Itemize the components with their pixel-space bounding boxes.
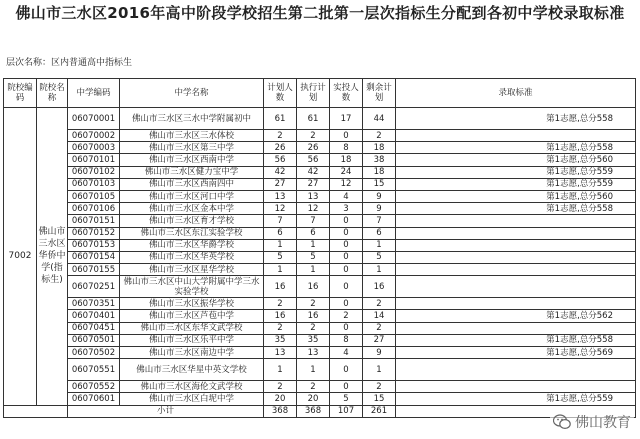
school-name-cell: 佛山市三水区华爵学校 [120, 239, 264, 251]
school-code-cell: 06070001 [68, 108, 120, 130]
table-row [4, 227, 636, 239]
standard-cell: 第1志愿,总分558 [396, 334, 636, 346]
school-code-cell: 06070351 [68, 298, 120, 310]
actual-cell: 4 [330, 347, 363, 359]
header-school-code: 中学编码 [68, 79, 120, 108]
plan-cell: 35 [264, 334, 297, 346]
subtotal-remain: 261 [363, 405, 396, 417]
table-row [4, 190, 636, 202]
header-plan: 计划人数 [264, 79, 297, 108]
remain-cell: 1 [363, 239, 396, 251]
remain-cell: 1 [363, 359, 396, 381]
school-code-cell: 06070105 [68, 190, 120, 202]
exec-plan-cell: 13 [297, 190, 330, 202]
actual-cell: 18 [330, 154, 363, 166]
table-row [4, 393, 636, 405]
table-row [4, 203, 636, 215]
school-name-cell: 佛山市三水区中山大学附属中学三水实验学校 [120, 276, 264, 298]
standard-cell [396, 251, 636, 263]
table-row [4, 310, 636, 322]
plan-cell: 2 [264, 381, 297, 393]
exec-plan-cell: 2 [297, 322, 330, 334]
plan-cell: 1 [264, 239, 297, 251]
college-name-cell: 佛山市三水区华侨中学(指标生) [37, 108, 68, 406]
remain-cell: 9 [363, 203, 396, 215]
standard-cell [396, 239, 636, 251]
actual-cell: 0 [330, 215, 363, 227]
school-name-cell: 佛山市三水区三水体校 [120, 130, 264, 142]
standard-cell [396, 359, 636, 381]
subtotal-spacer [4, 405, 68, 417]
school-name-cell: 佛山市三水区华英学校 [120, 251, 264, 263]
level-label: 层次名称：区内普通高中指标生 [6, 58, 133, 68]
standard-cell: 第1志愿,总分559 [396, 178, 636, 190]
actual-cell: 0 [330, 298, 363, 310]
remain-cell: 9 [363, 347, 396, 359]
school-name-cell: 佛山市三水区金本中学 [120, 203, 264, 215]
exec-plan-cell: 42 [297, 166, 330, 178]
watermark-text: 佛山教育 [575, 415, 631, 431]
plan-cell: 1 [264, 359, 297, 381]
table-row [4, 381, 636, 393]
wechat-icon [553, 414, 571, 430]
actual-cell: 0 [330, 130, 363, 142]
exec-plan-cell: 1 [297, 239, 330, 251]
remain-cell: 7 [363, 215, 396, 227]
school-code-cell: 06070153 [68, 239, 120, 251]
exec-plan-cell: 56 [297, 154, 330, 166]
school-name-cell: 佛山市三水区三水中学附属初中 [120, 108, 264, 130]
exec-plan-cell: 2 [297, 130, 330, 142]
remain-cell: 18 [363, 166, 396, 178]
table-row [4, 347, 636, 359]
school-name-cell: 佛山市三水区海伦文武学校 [120, 381, 264, 393]
exec-plan-cell: 1 [297, 264, 330, 276]
table-row [4, 108, 636, 130]
remain-cell: 2 [363, 322, 396, 334]
school-name-cell: 佛山市三水区芦苞中学 [120, 310, 264, 322]
school-name-cell: 佛山市三水区振华学校 [120, 298, 264, 310]
remain-cell: 1 [363, 264, 396, 276]
school-name-cell: 佛山市三水区健力宝中学 [120, 166, 264, 178]
plan-cell: 2 [264, 298, 297, 310]
school-code-cell: 06070552 [68, 381, 120, 393]
remain-cell: 15 [363, 393, 396, 405]
standard-cell [396, 381, 636, 393]
subtotal-row [4, 405, 636, 417]
exec-plan-cell: 27 [297, 178, 330, 190]
header-college-name: 院校名称 [37, 79, 68, 108]
actual-cell: 12 [330, 178, 363, 190]
plan-cell: 5 [264, 251, 297, 263]
plan-cell: 56 [264, 154, 297, 166]
header-remain: 剩余计划 [363, 79, 396, 108]
standard-cell: 第1志愿,总分569 [396, 347, 636, 359]
exec-plan-cell: 20 [297, 393, 330, 405]
standard-cell: 第1志愿,总分558 [396, 108, 636, 130]
school-code-cell: 06070003 [68, 142, 120, 154]
school-name-cell: 佛山市三水区第三中学 [120, 142, 264, 154]
remain-cell: 15 [363, 178, 396, 190]
subtotal-exec: 368 [297, 405, 330, 417]
table-row [4, 264, 636, 276]
table-row [4, 276, 636, 298]
plan-cell: 1 [264, 264, 297, 276]
plan-cell: 61 [264, 108, 297, 130]
actual-cell: 0 [330, 276, 363, 298]
remain-cell: 2 [363, 130, 396, 142]
school-name-cell: 佛山市三水区西南中学 [120, 154, 264, 166]
page-title: 佛山市三水区2016年高中阶段学校招生第二批第一层次指标生分配到各初中学校录取标准 [15, 4, 625, 22]
header-college-code: 院校编码 [4, 79, 37, 108]
school-code-cell: 06070601 [68, 393, 120, 405]
actual-cell: 0 [330, 264, 363, 276]
plan-cell: 42 [264, 166, 297, 178]
table-row [4, 178, 636, 190]
exec-plan-cell: 2 [297, 381, 330, 393]
table-header-row [4, 79, 636, 108]
school-name-cell: 佛山市三水区育才学校 [120, 215, 264, 227]
school-name-cell: 佛山市三水区东华文武学校 [120, 322, 264, 334]
actual-cell: 0 [330, 239, 363, 251]
school-code-cell: 06070154 [68, 251, 120, 263]
plan-cell: 27 [264, 178, 297, 190]
standard-cell [396, 264, 636, 276]
exec-plan-cell: 61 [297, 108, 330, 130]
exec-plan-cell: 7 [297, 215, 330, 227]
plan-cell: 20 [264, 393, 297, 405]
school-name-cell: 佛山市三水区东江实验学校 [120, 227, 264, 239]
exec-plan-cell: 2 [297, 298, 330, 310]
exec-plan-cell: 35 [297, 334, 330, 346]
actual-cell: 8 [330, 142, 363, 154]
school-code-cell: 06070251 [68, 276, 120, 298]
standard-cell: 第1志愿,总分560 [396, 190, 636, 202]
actual-cell: 2 [330, 310, 363, 322]
admission-table [3, 78, 636, 418]
plan-cell: 7 [264, 215, 297, 227]
school-name-cell: 佛山市三水区白坭中学 [120, 393, 264, 405]
college-code-cell: 7002 [4, 108, 37, 406]
school-code-cell: 06070155 [68, 264, 120, 276]
school-name-cell: 佛山市三水区星华学校 [120, 264, 264, 276]
table-row [4, 334, 636, 346]
table-row [4, 322, 636, 334]
subtotal-plan: 368 [264, 405, 297, 417]
actual-cell: 0 [330, 322, 363, 334]
standard-cell [396, 322, 636, 334]
standard-cell: 第1志愿,总分560 [396, 154, 636, 166]
remain-cell: 27 [363, 334, 396, 346]
header-standard: 录取标准 [396, 79, 636, 108]
exec-plan-cell: 26 [297, 142, 330, 154]
school-code-cell: 06070502 [68, 347, 120, 359]
school-code-cell: 06070152 [68, 227, 120, 239]
remain-cell: 2 [363, 381, 396, 393]
school-code-cell: 06070103 [68, 178, 120, 190]
standard-cell: 第1志愿,总分562 [396, 310, 636, 322]
exec-plan-cell: 12 [297, 203, 330, 215]
remain-cell: 9 [363, 190, 396, 202]
school-name-cell: 佛山市三水区河口中学 [120, 190, 264, 202]
plan-cell: 13 [264, 347, 297, 359]
standard-cell: 第1志愿,总分558 [396, 142, 636, 154]
remain-cell: 16 [363, 276, 396, 298]
school-code-cell: 06070151 [68, 215, 120, 227]
actual-cell: 0 [330, 381, 363, 393]
table-row [4, 298, 636, 310]
plan-cell: 26 [264, 142, 297, 154]
actual-cell: 24 [330, 166, 363, 178]
standard-cell [396, 130, 636, 142]
table-row [4, 154, 636, 166]
plan-cell: 13 [264, 190, 297, 202]
school-code-cell: 06070401 [68, 310, 120, 322]
standard-cell [396, 298, 636, 310]
school-code-cell: 06070102 [68, 166, 120, 178]
table-row [4, 239, 636, 251]
school-code-cell: 06070106 [68, 203, 120, 215]
exec-plan-cell: 5 [297, 251, 330, 263]
school-name-cell: 佛山市三水区南边中学 [120, 347, 264, 359]
standard-cell: 第1志愿,总分559 [396, 166, 636, 178]
plan-cell: 6 [264, 227, 297, 239]
remain-cell: 6 [363, 227, 396, 239]
table-row [4, 359, 636, 381]
table-row [4, 130, 636, 142]
school-code-cell: 06070002 [68, 130, 120, 142]
exec-plan-cell: 16 [297, 310, 330, 322]
remain-cell: 2 [363, 298, 396, 310]
actual-cell: 5 [330, 393, 363, 405]
exec-plan-cell: 16 [297, 276, 330, 298]
standard-cell [396, 215, 636, 227]
standard-cell: 第1志愿,总分558 [396, 203, 636, 215]
header-school-name: 中学名称 [120, 79, 264, 108]
actual-cell: 0 [330, 359, 363, 381]
exec-plan-cell: 13 [297, 347, 330, 359]
actual-cell: 0 [330, 227, 363, 239]
actual-cell: 17 [330, 108, 363, 130]
subtotal-label: 小计 [68, 405, 264, 417]
table-row [4, 251, 636, 263]
remain-cell: 18 [363, 142, 396, 154]
remain-cell: 14 [363, 310, 396, 322]
school-code-cell: 06070551 [68, 359, 120, 381]
table-row [4, 142, 636, 154]
remain-cell: 44 [363, 108, 396, 130]
remain-cell: 5 [363, 251, 396, 263]
header-actual: 实投人数 [330, 79, 363, 108]
plan-cell: 16 [264, 310, 297, 322]
standard-cell: 第1志愿,总分559 [396, 393, 636, 405]
plan-cell: 12 [264, 203, 297, 215]
school-code-cell: 06070101 [68, 154, 120, 166]
plan-cell: 2 [264, 130, 297, 142]
standard-cell [396, 276, 636, 298]
table-row [4, 166, 636, 178]
school-code-cell: 06070451 [68, 322, 120, 334]
school-name-cell: 佛山市三水区华星中英文学校 [120, 359, 264, 381]
watermark [550, 411, 634, 433]
remain-cell: 38 [363, 154, 396, 166]
subtotal-actual: 107 [330, 405, 363, 417]
actual-cell: 3 [330, 203, 363, 215]
actual-cell: 4 [330, 190, 363, 202]
actual-cell: 0 [330, 251, 363, 263]
table-row [4, 215, 636, 227]
exec-plan-cell: 1 [297, 359, 330, 381]
actual-cell: 8 [330, 334, 363, 346]
exec-plan-cell: 6 [297, 227, 330, 239]
header-exec-plan: 执行计划 [297, 79, 330, 108]
school-code-cell: 06070501 [68, 334, 120, 346]
plan-cell: 16 [264, 276, 297, 298]
standard-cell [396, 227, 636, 239]
school-name-cell: 佛山市三水区乐平中学 [120, 334, 264, 346]
plan-cell: 2 [264, 322, 297, 334]
school-name-cell: 佛山市三水区西南四中 [120, 178, 264, 190]
